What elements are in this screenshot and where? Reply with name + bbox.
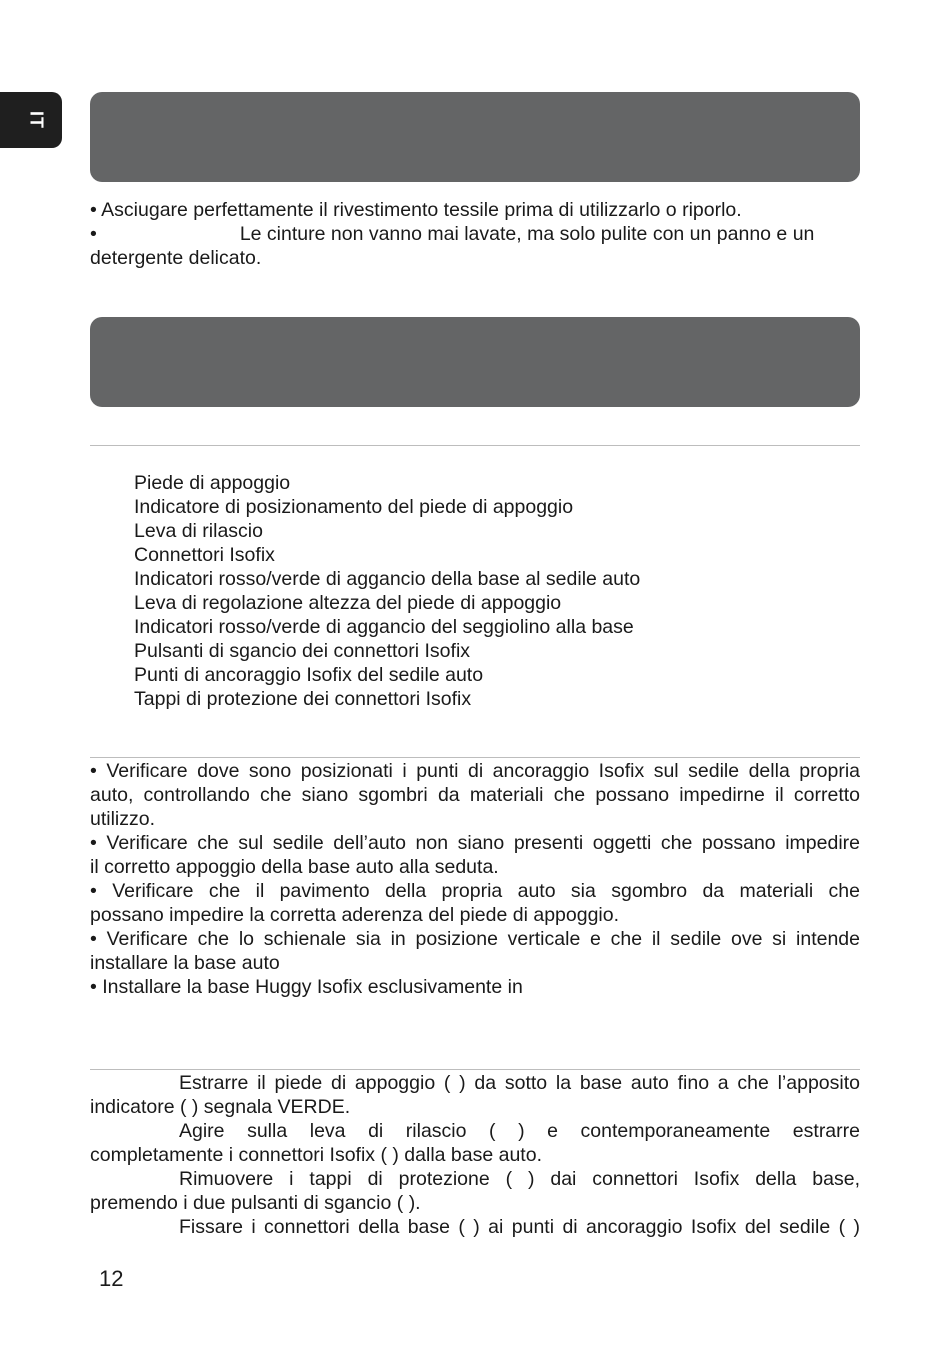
check-5-line-1: • Installare la base Huggy Isofix esclusivamente in bbox=[90, 976, 523, 998]
language-tab bbox=[0, 92, 62, 148]
check-2-line-2: il corretto appoggio della base auto alla seduta. bbox=[90, 856, 499, 878]
component-item: Leva di regolazione altezza del piede di appoggio bbox=[134, 592, 562, 614]
language-tab-label: IT bbox=[26, 111, 47, 129]
check-1-line-2: auto, controllando che siano sgombri da materiali che possano impedirne il corretto bbox=[90, 784, 860, 806]
component-item: Indicatori rosso/verde di aggancio della base al sedile auto bbox=[134, 568, 641, 590]
divider-components bbox=[90, 445, 860, 446]
step-3-line-1: Rimuovere i tappi di protezione ( ) dai connettori Isofix della base, bbox=[179, 1168, 860, 1190]
component-item: Leva di rilascio bbox=[134, 520, 263, 542]
component-item: Piede di appoggio bbox=[134, 472, 291, 494]
step-1-line-1: Estrarre il piede di appoggio ( ) da sotto la base auto fino a che l’apposito bbox=[179, 1072, 860, 1094]
cleaning-bullet-2-line-2: detergente delicato. bbox=[90, 247, 262, 269]
check-1-line-3: utilizzo. bbox=[90, 808, 156, 830]
divider-steps bbox=[90, 1069, 860, 1070]
section-header-cleaning bbox=[90, 92, 860, 182]
component-item: Tappi di protezione dei connettori Isofix bbox=[134, 688, 472, 710]
step-2-line-1: Agire sulla leva di rilascio ( ) e contemporaneamente estrarre bbox=[179, 1120, 860, 1142]
step-2-line-2: completamente i connettori Isofix ( ) dalla base auto. bbox=[90, 1144, 542, 1166]
component-item: Pulsanti di sgancio dei connettori Isofix bbox=[134, 640, 471, 662]
component-item: Punti di ancoraggio Isofix del sedile auto bbox=[134, 664, 484, 686]
bullet-marker: • bbox=[90, 223, 97, 245]
cleaning-bullet-2-line-1 bbox=[90, 222, 860, 246]
page-number: 12 bbox=[99, 1266, 124, 1291]
step-3-line-2: premendo i due pulsanti di sgancio ( ). bbox=[90, 1192, 421, 1214]
cleaning-bullet-1: • Asciugare perfettamente il rivestimento tessile prima di utilizzarlo o riporlo. bbox=[90, 199, 742, 221]
check-4-line-1: • Verificare che lo schienale sia in posizione verticale e che il sedile ove si intende bbox=[90, 928, 860, 950]
check-2-line-1: • Verificare che sul sedile dell’auto non siano presenti oggetti che possano impedire bbox=[90, 832, 860, 854]
check-1-line-1: • Verificare dove sono posizionati i punti di ancoraggio Isofix sul sedile della propria bbox=[90, 760, 860, 782]
component-item: Indicatore di posizionamento del piede di appoggio bbox=[134, 496, 574, 518]
check-3-line-2: possano impedire la corretta aderenza del piede di appoggio. bbox=[90, 904, 620, 926]
check-4-line-2: installare la base auto bbox=[90, 952, 280, 974]
components-list bbox=[134, 471, 640, 711]
divider-checks bbox=[90, 757, 860, 758]
component-item: Connettori Isofix bbox=[134, 544, 275, 566]
check-3-line-1: • Verificare che il pavimento della propria auto sia sgombro da materiali che bbox=[90, 880, 860, 902]
step-4-line-1: Fissare i connettori della base ( ) ai punti di ancoraggio Isofix del sedile ( ) bbox=[179, 1216, 860, 1238]
component-item: Indicatori rosso/verde di aggancio del seggiolino alla base bbox=[134, 616, 634, 638]
step-1-line-2: indicatore ( ) segnala VERDE. bbox=[90, 1096, 351, 1118]
section-header-installation bbox=[90, 317, 860, 407]
cleaning-bullet-2-text: Le cinture non vanno mai lavate, ma solo pulite con un panno e un bbox=[239, 223, 815, 245]
